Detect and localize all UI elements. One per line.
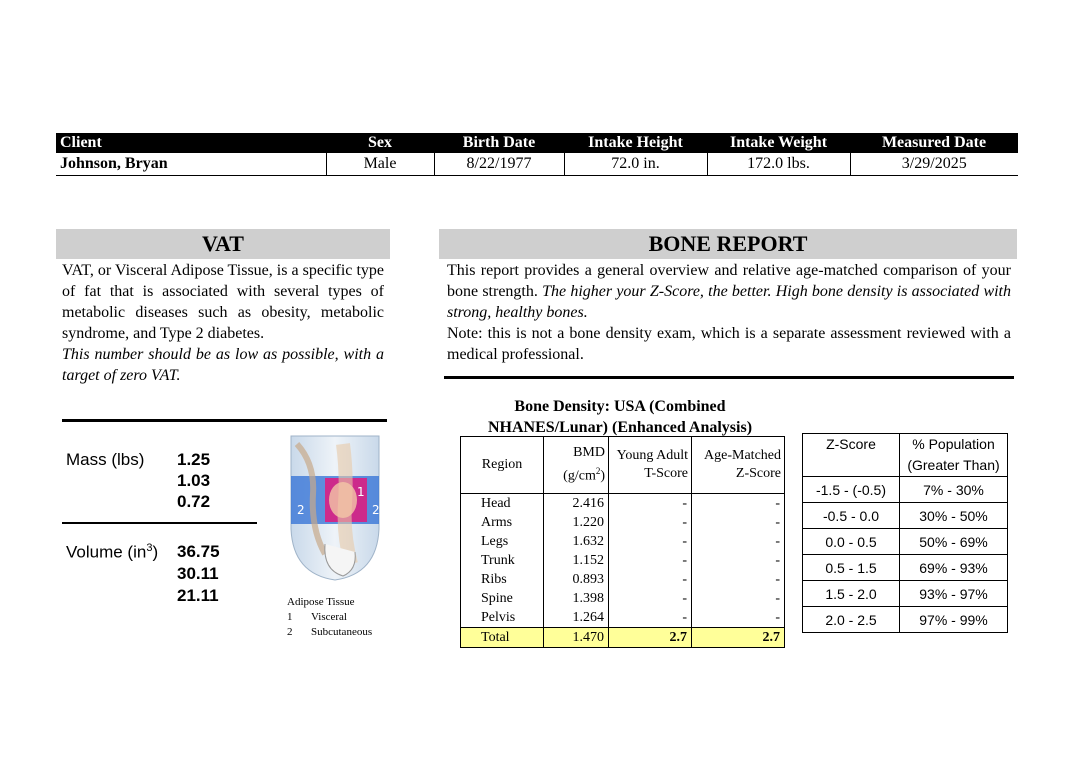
- table-row: [461, 532, 785, 551]
- client-col-header: Client: [56, 133, 326, 153]
- vat-note: This number should be as low as possible, with a target of zero VAT.: [62, 346, 384, 384]
- bmd-header-unit: [547, 462, 605, 486]
- vat-divider: [62, 419, 387, 422]
- tscore-cell: -: [609, 532, 692, 551]
- bmd-unit-text: (g/cm: [563, 468, 596, 484]
- population-pct: 50% - 69%: [900, 529, 1008, 555]
- bmd-cell: 1.220: [544, 513, 609, 532]
- zscore-range: 0.5 - 1.5: [803, 555, 900, 581]
- bone-density-table: [460, 436, 785, 648]
- region-cell: Trunk: [461, 551, 544, 570]
- legend-num: 1: [287, 611, 293, 623]
- volume-label: [66, 542, 158, 563]
- zscore-range: -1.5 - (-0.5): [803, 477, 900, 503]
- region-col-header: Region: [461, 437, 544, 494]
- table-row: [803, 581, 1008, 607]
- zscore-cell: -: [692, 589, 785, 608]
- bmd-header-text: BMD: [573, 445, 605, 461]
- population-pct: 69% - 93%: [900, 555, 1008, 581]
- table-row: [803, 477, 1008, 503]
- population-pct: 30% - 50%: [900, 503, 1008, 529]
- zscore-range: -0.5 - 0.0: [803, 503, 900, 529]
- sex-col-header: Sex: [326, 133, 434, 153]
- height-col-header: Intake Height: [564, 133, 707, 153]
- volume-label-text: Volume (in: [66, 542, 147, 562]
- abdomen-figure: [285, 434, 385, 582]
- zscore-cell: -: [692, 570, 785, 589]
- region-cell: Ribs: [461, 570, 544, 589]
- bmd-cell: 1.264: [544, 608, 609, 628]
- tscore-cell: -: [609, 570, 692, 589]
- tscore-cell: -: [609, 608, 692, 628]
- volume-values: [177, 541, 220, 607]
- bmd-cell: 1.152: [544, 551, 609, 570]
- zscore-cell: -: [692, 532, 785, 551]
- tscore-cell: -: [609, 589, 692, 608]
- table-row: [461, 513, 785, 532]
- zscore-range: 0.0 - 0.5: [803, 529, 900, 555]
- client-birthdate: 8/22/1977: [434, 153, 564, 176]
- bone-intro-italic: The higher your Z-Score, the better. High bone density is associated with strong, healthy bones.: [447, 283, 1012, 321]
- table-row: [803, 555, 1008, 581]
- table-row: [803, 607, 1008, 633]
- bone-divider: [444, 376, 1014, 379]
- table-row: [461, 551, 785, 570]
- table-row: [803, 503, 1008, 529]
- measured-date-col-header: Measured Date: [850, 133, 1018, 153]
- vat-title: VAT: [56, 229, 390, 259]
- table-row: [803, 529, 1008, 555]
- population-col-header: % Population (Greater Than): [900, 434, 1008, 477]
- bone-report-intro: [447, 260, 1011, 365]
- bmd-unit-end: ): [600, 468, 605, 484]
- region-cell: Head: [461, 494, 544, 514]
- subcutaneous-marker: 2: [297, 503, 305, 517]
- zscore-cell: -: [692, 551, 785, 570]
- legend-label: Subcutaneous: [311, 626, 373, 638]
- legend-label: Visceral: [311, 611, 347, 623]
- client-height: 72.0 in.: [564, 153, 707, 176]
- subcutaneous-marker: 2: [372, 503, 380, 517]
- zscore-col-header: Age-Matched Z-Score: [692, 437, 785, 494]
- client-sex: Male: [326, 153, 434, 176]
- tscore-cell: -: [609, 513, 692, 532]
- zscore-population-table: [802, 433, 1008, 633]
- zscore-cell: -: [692, 494, 785, 514]
- legend-num: 2: [287, 626, 293, 638]
- zscore-range: 2.0 - 2.5: [803, 607, 900, 633]
- zscore-range: 1.5 - 2.0: [803, 581, 900, 607]
- client-data-row: [56, 153, 1018, 176]
- vat-description: [62, 260, 384, 386]
- region-cell: Pelvis: [461, 608, 544, 628]
- mass-value: 1.25: [177, 450, 211, 469]
- mass-values: [177, 449, 210, 512]
- zscore-header-row: [803, 434, 1008, 477]
- region-cell: Arms: [461, 513, 544, 532]
- adipose-legend: [287, 595, 372, 640]
- table-row: [461, 608, 785, 628]
- legend-title: Adipose Tissue: [287, 596, 355, 608]
- bone-density-title-line: NHANES/Lunar) (Enhanced Analysis): [487, 419, 753, 436]
- tscore-cell: -: [609, 551, 692, 570]
- volume-exponent: 3: [146, 542, 153, 554]
- tscore-col-header: Young Adult T-Score: [609, 437, 692, 494]
- metric-divider: [62, 522, 257, 524]
- zscore-col-header: Z-Score: [803, 434, 900, 477]
- mass-value: 0.72: [177, 492, 211, 511]
- bone-density-title-line: Bone Density: USA (Combined: [514, 398, 726, 415]
- client-measured-date: 3/29/2025: [850, 153, 1018, 176]
- zscore-cell: -: [692, 608, 785, 628]
- bmd-unit-exponent: 2: [595, 466, 601, 477]
- bone-report-title: BONE REPORT: [439, 229, 1017, 259]
- birthdate-col-header: Birth Date: [434, 133, 564, 153]
- total-bmd: 1.470: [544, 628, 609, 648]
- total-row: [461, 628, 785, 648]
- table-row: [461, 570, 785, 589]
- legend-item-visceral: [287, 610, 372, 625]
- bmd-col-header: [544, 437, 609, 494]
- client-weight: 172.0 lbs.: [707, 153, 850, 176]
- total-zscore: 2.7: [692, 628, 785, 648]
- population-pct: 93% - 97%: [900, 581, 1008, 607]
- population-pct: 7% - 30%: [900, 477, 1008, 503]
- mass-label: Mass (lbs): [66, 450, 145, 469]
- region-cell: Legs: [461, 532, 544, 551]
- volume-label-end: ): [152, 542, 159, 562]
- weight-col-header: Intake Weight: [707, 133, 850, 153]
- table-row: [461, 589, 785, 608]
- bone-table-header-row: [461, 437, 785, 494]
- tscore-cell: -: [609, 494, 692, 514]
- legend-item-subcutaneous: [287, 625, 372, 640]
- client-name: Johnson, Bryan: [56, 153, 326, 176]
- client-info-table: [56, 133, 1018, 176]
- bone-density-title: [450, 396, 790, 438]
- total-label: Total: [461, 628, 544, 648]
- total-tscore: 2.7: [609, 628, 692, 648]
- zscore-cell: -: [692, 513, 785, 532]
- visceral-marker: 1: [357, 485, 365, 499]
- region-cell: Spine: [461, 589, 544, 608]
- bmd-cell: 1.398: [544, 589, 609, 608]
- bone-intro-text: This report provides a general overview and relative age-matched comparison of your bone strength.: [447, 262, 1011, 300]
- volume-value: 36.75: [177, 542, 220, 561]
- bone-note: Note: this is not a bone density exam, which is a separate assessment reviewed with a medical professional.: [447, 325, 1011, 363]
- vat-description-text: VAT, or Visceral Adipose Tissue, is a specific type of fat that is associated with several types of metabolic diseases such as obesity, metabolic syndrome, and Type 2 diabetes.: [62, 262, 384, 342]
- volume-value: 21.11: [177, 586, 219, 605]
- table-row: [461, 494, 785, 514]
- client-header-row: [56, 133, 1018, 153]
- bmd-cell: 1.632: [544, 532, 609, 551]
- bmd-cell: 2.416: [544, 494, 609, 514]
- bmd-cell: 0.893: [544, 570, 609, 589]
- population-pct: 97% - 99%: [900, 607, 1008, 633]
- mass-value: 1.03: [177, 471, 211, 490]
- volume-value: 30.11: [177, 564, 219, 583]
